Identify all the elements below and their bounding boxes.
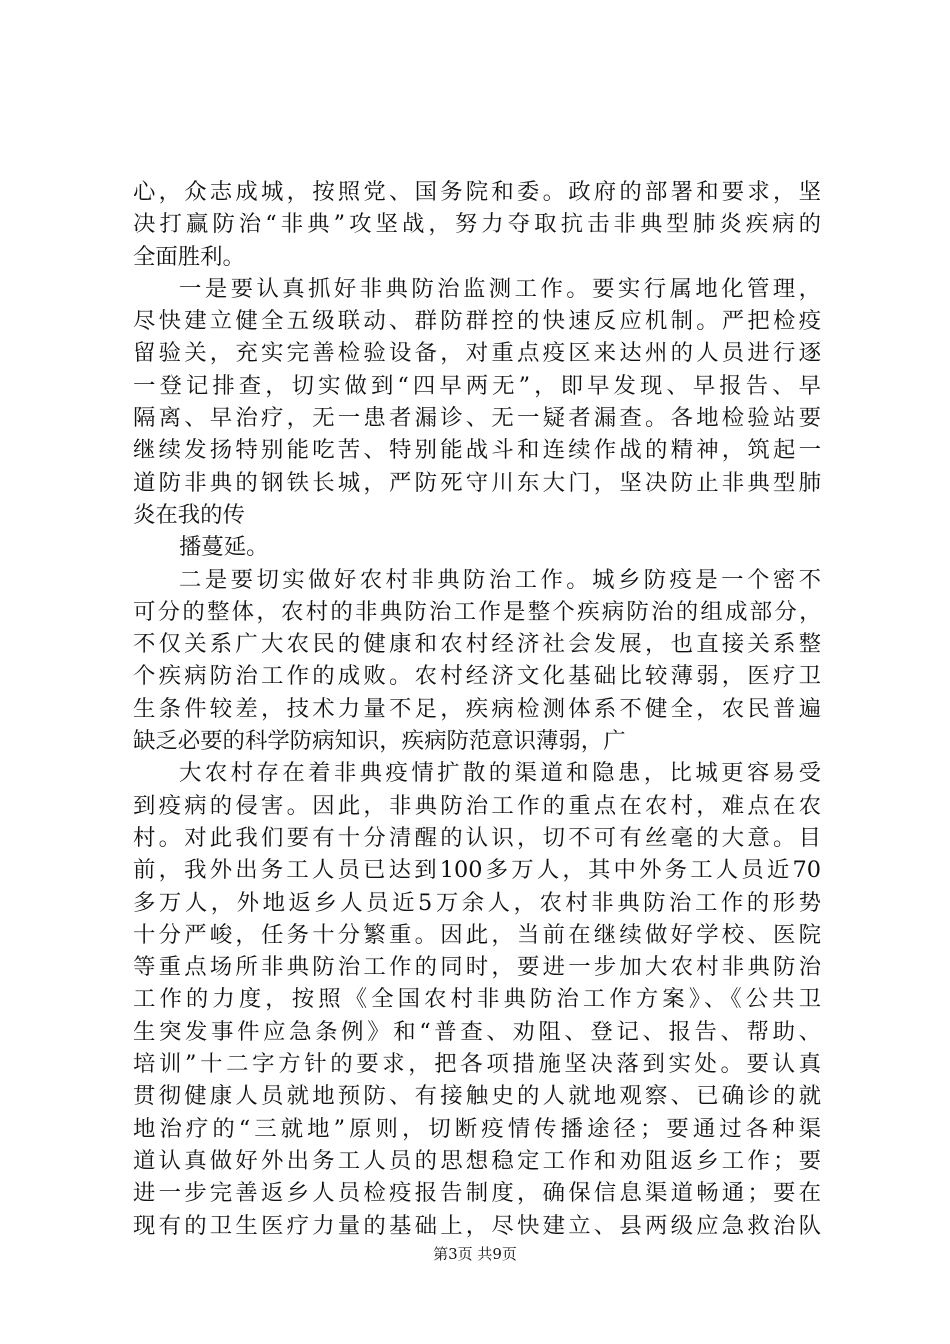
text-line: 进一步完善返乡人员检疫报告制度，确保信息渠道畅通；要在 [133, 1180, 821, 1207]
page-number-footer: 第3页 共9页 [433, 1245, 517, 1263]
text-line: 尽快建立健全五级联动、群防群控的快速反应机制。严把检疫 [133, 308, 821, 335]
text-line: 贯彻健康人员就地预防、有接触史的人就地观察、已确诊的就 [133, 1083, 821, 1110]
text-line: 多万人，外地返乡人员近5万余人，农村非典防治工作的形势 [133, 889, 821, 916]
text-line: 炎在我的传 [133, 501, 245, 528]
text-line: 决打赢防治“非典”攻坚战，努力夺取抗击非典型肺炎疾病的 [133, 211, 821, 238]
paragraph-first-line: 一是要认真抓好非典防治监测工作。要实行属地化管理， [179, 275, 821, 302]
text-line: 心，众志成城，按照党、国务院和委。政府的部署和要求，坚 [133, 179, 821, 205]
text-line: 工作的力度，按照《全国农村非典防治工作方案》、《公共卫 [133, 986, 821, 1013]
text-line: 生突发事件应急条例》和“普查、劝阻、登记、报告、帮助、 [133, 1018, 821, 1045]
text-line: 村。对此我们要有十分清醒的认识，切不可有丝毫的大意。目 [133, 824, 821, 851]
text-line: 等重点场所非典防治工作的同时，要进一步加大农村非典防治 [133, 954, 821, 981]
text-line: 道防非典的钢铁长城，严防死守川东大门，坚决防止非典型肺 [133, 469, 821, 496]
text-line: 可分的整体，农村的非典防治工作是整个疾病防治的组成部分， [133, 598, 821, 625]
text-line: 生条件较差，技术力量不足，疾病检测体系不健全，农民普遍 [133, 695, 821, 722]
paragraph-first-line: 播蔓延。 [179, 534, 269, 561]
text-line: 继续发扬特别能吃苦、特别能战斗和连续作战的精神，筑起一 [133, 437, 821, 464]
text-line: 现有的卫生医疗力量的基础上，尽快建立、县两级应急救治队 [133, 1212, 821, 1239]
document-body [133, 176, 821, 1242]
text-line: 个疾病防治工作的成败。农村经济文化基础比较薄弱，医疗卫 [133, 663, 821, 690]
paragraph-first-line: 二是要切实做好农村非典防治工作。城乡防疫是一个密不 [179, 566, 821, 593]
text-line: 道认真做好外出务工人员的思想稳定工作和劝阻返乡工作；要 [133, 1147, 821, 1174]
text-line: 培训”十二字方针的要求，把各项措施坚决落到实处。要认真 [133, 1051, 821, 1078]
text-line: 全面胜利。 [133, 243, 245, 270]
text-line: 不仅关系广大农民的健康和农村经济社会发展，也直接关系整 [133, 631, 821, 658]
text-line: 一登记排查，切实做到“四早两无”，即早发现、早报告、早 [133, 372, 821, 399]
text-line: 前，我外出务工人员已达到100多万人，其中外务工人员近70 [133, 857, 821, 884]
text-line: 隔离、早治疗，无一患者漏诊、无一疑者漏查。各地检验站要 [133, 405, 821, 432]
text-line: 留验关，充实完善检验设备，对重点疫区来达州的人员进行逐 [133, 340, 821, 367]
paragraph-first-line: 大农村存在着非典疫情扩散的渠道和隐患，比城更容易受 [179, 760, 821, 787]
text-line: 到疫病的侵害。因此，非典防治工作的重点在农村，难点在农 [133, 792, 821, 819]
text-line: 缺乏必要的科学防病知识，疾病防范意识薄弱，广 [133, 728, 626, 755]
text-line: 地治疗的“三就地”原则，切断疫情传播途径；要通过各种渠 [133, 1115, 821, 1142]
text-line: 十分严峻，任务十分繁重。因此，当前在继续做好学校、医院 [133, 921, 821, 948]
